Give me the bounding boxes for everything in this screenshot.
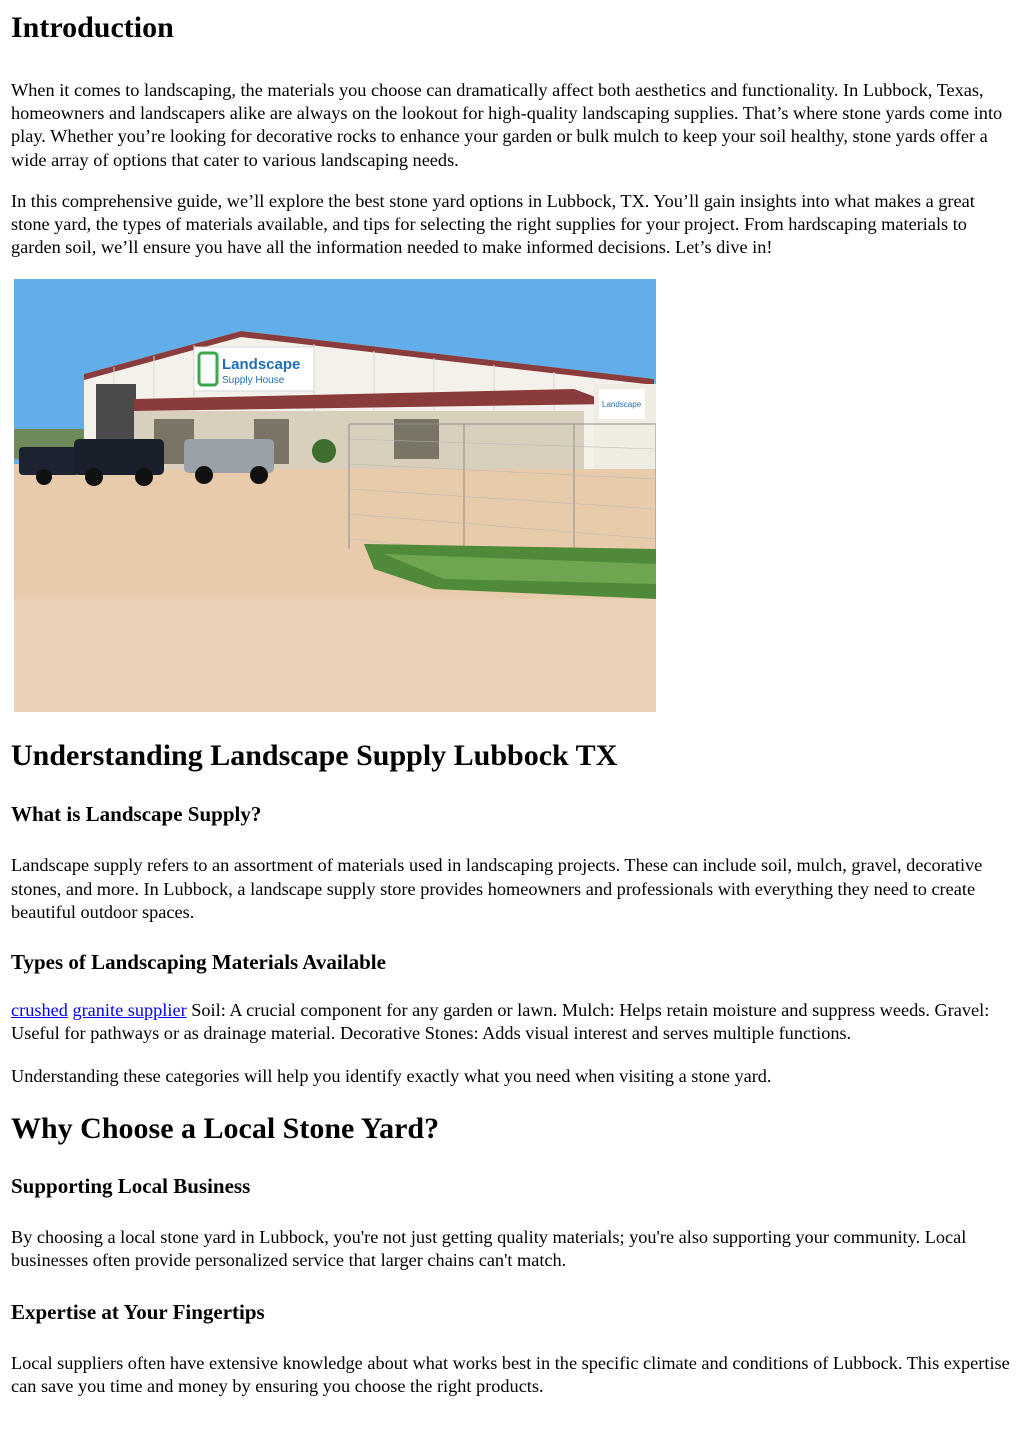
sign-text-side: Landscape	[602, 400, 642, 410]
understanding-heading: Understanding Landscape Supply Lubbock TX	[11, 739, 618, 773]
intro-paragraph-2: In this comprehensive guide, we’ll explore the best stone yard options in Lubbock, TX. You’ll gain insights into what makes a great stone yard, the types of materials available, and tips for selecting the right supplies for your project. From hardscaping materials to garden soil, we’ll ensure you have all the information needed to make informed decisions. Let’s dive in!	[11, 190, 975, 258]
types-paragraph	[11, 999, 1013, 1045]
crushed-link[interactable]: crushed	[11, 1000, 68, 1021]
expertise-paragraph: Local suppliers often have extensive knowledge about what works best in the specific climate and conditions of Lubbock. This expertise can save you time and money by ensuring you choose the right products.	[11, 1353, 1010, 1397]
landscape-supply-house-photo	[14, 279, 656, 712]
types-heading: Types of Landscaping Materials Available	[11, 950, 386, 975]
why-local-heading: Why Choose a Local Stone Yard?	[11, 1111, 440, 1145]
what-is-paragraph: Landscape supply refers to an assortment of materials used in landscaping projects. These can include soil, mulch, gravel, decorative stones, and more. In Lubbock, a landscape supply store provides homeowners and professionals with everything they need to create beautiful outdoor spaces.	[11, 855, 983, 922]
intro-paragraph-1: When it comes to landscaping, the materials you choose can dramatically affect both aesthetics and functionality. In Lubbock, Texas, homeowners and landscapers alike are always on the lookout for high-quality landscaping supplies. That’s where stone yards come into play. Whether you’re looking for decorative rocks to enhance your garden or bulk mulch to keep your soil healthy, stone yards offer a wide array of options that cater to various landscaping needs.	[11, 80, 1003, 170]
introduction-heading: Introduction	[11, 11, 174, 44]
types-text: Soil: A crucial component for any garden or lawn. Mulch: Helps retain moisture and suppress weeds. Gravel: Useful for pathways or as drainage material. Decorative Stones: Adds visual interest and serves multiple functions.	[11, 1000, 990, 1044]
sign-text-sub: Supply House	[222, 375, 285, 387]
supporting-local-heading: Supporting Local Business	[11, 1173, 251, 1198]
what-is-heading: What is Landscape Supply?	[11, 802, 262, 827]
sign-text-main: Landscape	[222, 356, 301, 374]
granite-supplier-link[interactable]: granite supplier	[72, 1000, 187, 1021]
expertise-heading: Expertise at Your Fingertips	[11, 1300, 265, 1325]
supporting-local-paragraph: By choosing a local stone yard in Lubbock, you're not just getting quality materials; you're also supporting your community. Local businesses often provide personalized service that larger chains can't match.	[11, 1226, 967, 1270]
categories-summary: Understanding these categories will help you identify exactly what you need when visiting a stone yard.	[11, 1066, 772, 1087]
